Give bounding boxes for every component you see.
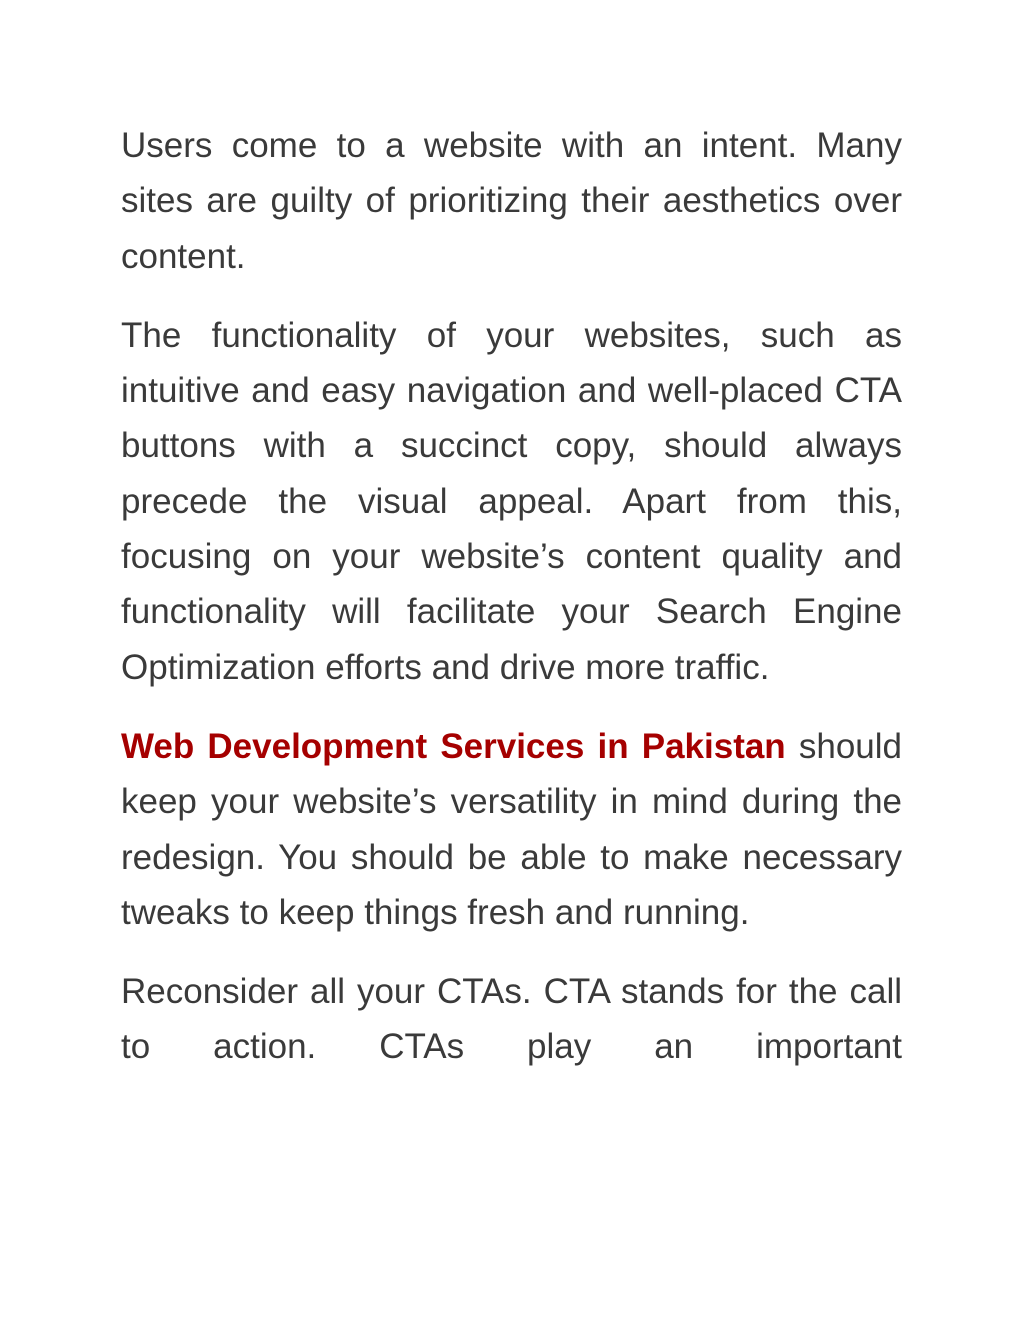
paragraph-web-development-text: should keep your website’s versatility in mind during the redesign. You should be able to make necessary tweaks to keep things fresh and running.	[121, 726, 902, 932]
web-development-services-link[interactable]: Web Development Services in Pakistan	[121, 726, 786, 766]
paragraph-functionality: The functionality of your websites, such as intuitive and easy navigation and well-placed CTA buttons with a succinct copy, should always precede the visual appeal. Apart from this, focusing on your website’s content quality and functionality will facilitate your Search Engine Optimization efforts and drive more traffic.	[121, 315, 902, 687]
paragraph-ctas: Reconsider all your CTAs. CTA stands for the call to action. CTAs play an important	[121, 972, 902, 1067]
paragraph-intent: Users come to a website with an intent. Many sites are guilty of prioritizing their aesthetics over content.	[121, 126, 902, 276]
paragraph-web-development	[121, 719, 902, 940]
document-page	[121, 118, 902, 1099]
